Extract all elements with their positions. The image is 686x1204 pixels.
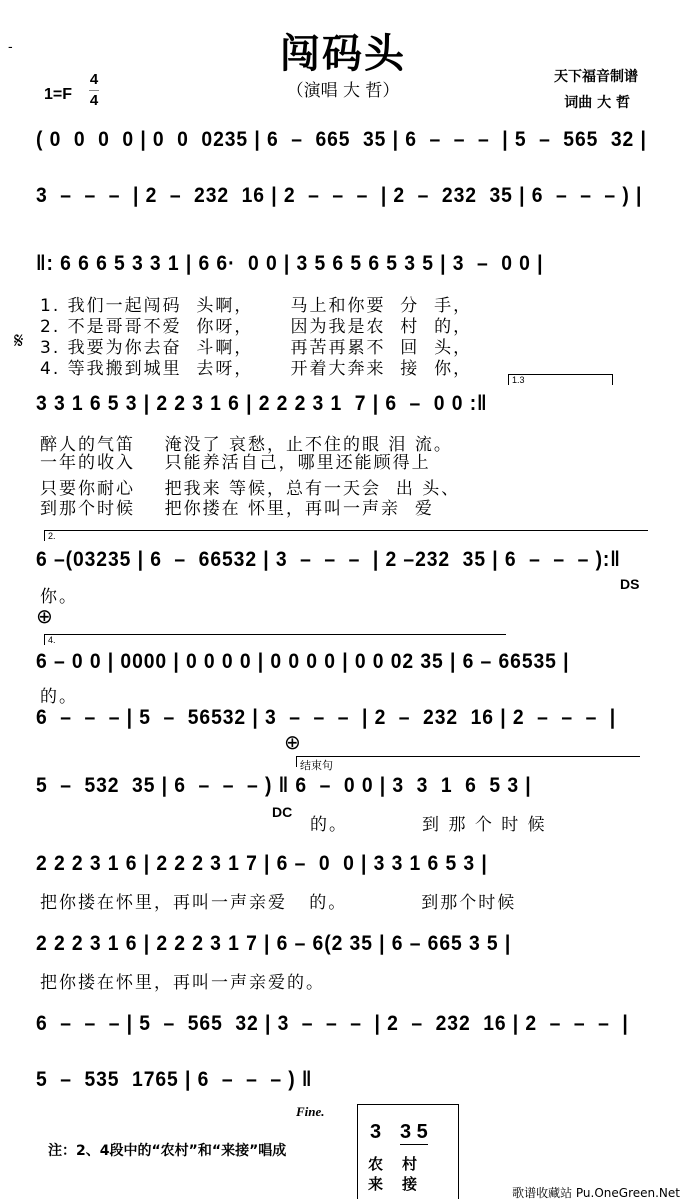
verse-2: 2. 不是哥哥不爱 你呀， 因为我是农 村 的， — [40, 317, 473, 337]
verse-2-cont: 一年的收入 只能养活自己，哪里还能顾得上 — [40, 453, 431, 473]
score-line-7: 6 – – – | 5 – 56532 | 3 – – – | 2 – 232 16 | 2 – – – | — [36, 706, 617, 729]
score-line-12: 5 – 535 1765 | 6 – – – ) ‖ — [36, 1068, 313, 1091]
performer: （演唱 大 哲） — [286, 81, 400, 101]
verse-3: 3. 我要为你去奋 斗啊， 再苦再累不 回 头， — [40, 338, 473, 358]
time-bottom: 4 — [89, 92, 99, 109]
composer-credit: 词曲 大 哲 — [564, 95, 630, 111]
verse-1-cont: 醉人的气笛 淹没了 哀愁，止不住的眼 泪 流。 — [40, 435, 453, 455]
volta-1-3 — [508, 374, 613, 385]
score-line-4: 3 3 1 6 5 3 | 2 2 3 1 6 | 2 2 2 3 1 7 | 6 – 0 0 :‖ — [36, 392, 488, 415]
score-line-9: 2 2 2 3 1 6 | 2 2 2 3 1 7 | 6 – 0 0 | 3 3 1 6 5 3 | — [36, 852, 488, 875]
box-char-cun: 村 — [402, 1155, 418, 1173]
ending-bracket — [296, 756, 640, 772]
coda-icon-2: ⊕ — [284, 732, 301, 754]
fine-mark: Fine. — [296, 1104, 325, 1119]
score-line-11: 6 – – – | 5 – 565 32 | 3 – – – | 2 – 232 16 | 2 – – – | — [36, 1012, 629, 1035]
segno-icon: 𝄋 — [14, 328, 24, 353]
lyric-line-10: 把你搂在怀里，再叫一声亲爱的。 — [40, 973, 325, 993]
score-line-8: 5 – 532 35 | 6 – – – ) ‖ 6 – 0 0 | 3 3 1 6 5 3 | — [36, 774, 532, 797]
corner-mark: - — [8, 38, 13, 54]
score-line-2: 3 – – – | 2 – 232 16 | 2 – – – | 2 – 232 35 | 6 – – – ) | — [36, 184, 643, 207]
box-char-jie: 接 — [402, 1175, 418, 1193]
box-char-lai: 来 — [368, 1175, 384, 1193]
lyric-line-5: 你。 — [40, 587, 78, 607]
score-line-3: ‖: 6 6 6 5 3 3 1 | 6 6· 0 0 | 3 5 6 5 6 5 3 5 | 3 – 0 0 | — [36, 252, 544, 275]
verse-1: 1. 我们一起闯码 头啊， 马上和你要 分 手， — [40, 296, 473, 316]
verse-4-cont: 到那个时候 把你搂在 怀里，再叫一声亲 爱 — [40, 499, 434, 519]
lyric-line-6: 的。 — [40, 687, 78, 707]
lyric-line-8: 的。 到 那 个 时 候 — [310, 815, 547, 835]
dal-segno: DS — [620, 576, 640, 592]
ending-label: 结束句 — [300, 760, 333, 772]
da-capo: DC — [272, 804, 293, 820]
volta-4 — [44, 634, 506, 645]
coda-icon: ⊕ — [36, 606, 53, 628]
score-line-10: 2 2 2 3 1 6 | 2 2 2 3 1 7 | 6 – 6(2 35 | 6 – 665 3 5 | — [36, 932, 512, 955]
volta-label: 4. — [48, 635, 56, 645]
footnote-box — [357, 1104, 459, 1199]
time-top: 4 — [89, 71, 99, 88]
key-signature: 1=F — [44, 86, 73, 103]
box-char-nong: 农 — [368, 1155, 384, 1173]
score-line-5: 6 –(03235 | 6 – 66532 | 3 – – – | 2 –232 35 | 6 – – – ):‖ — [36, 548, 621, 571]
time-signature — [88, 70, 100, 111]
box-note-2: 3 5 — [400, 1121, 428, 1143]
volta-label: 1.3 — [512, 375, 525, 385]
box-note-1: 3 — [370, 1121, 382, 1143]
lyric-line-9: 把你搂在怀里，再叫一声亲爱 的。 到那个时候 — [40, 893, 517, 913]
score-line-6: 6 – 0 0 | 0000 | 0 0 0 0 | 0 0 0 0 | 0 0 02 35 | 6 – 66535 | — [36, 650, 570, 673]
footnote-text: 注：2、4段中的“农村”和“来接”唱成 — [48, 1143, 287, 1159]
song-title: 闯码头 — [280, 31, 406, 77]
arranger-credit: 天下福音制谱 — [554, 69, 638, 85]
watermark: 歌谱收藏站 Pu.OneGreen.Net — [512, 1186, 680, 1200]
verse-4: 4. 等我搬到城里 去呀， 开着大奔来 接 你， — [40, 359, 473, 379]
verse-3-cont: 只要你耐心 把我来 等候，总有一天会 出 头、 — [40, 479, 461, 499]
volta-label: 2. — [48, 531, 56, 541]
volta-2 — [44, 530, 648, 541]
score-line-1: ( 0 0 0 0 | 0 0 0235 | 6 – 665 35 | 6 – – – | 5 – 565 32 | — [36, 128, 647, 151]
